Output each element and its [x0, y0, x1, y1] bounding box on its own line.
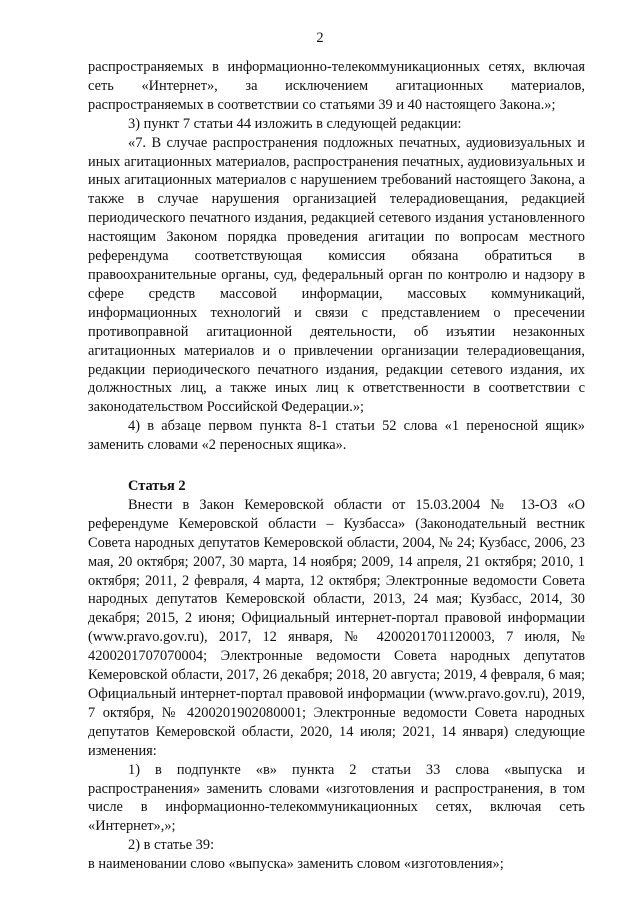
quoted-paragraph: «7. В случае распространения подложных печатных, аудиовизуальных и иных агитационных материалов, распространения печатных, аудиовизуальных и иных агитационных материалов с нарушением требований настоящего Закона, а также в случае нарушения организацией телерадиовещания, редакцией периодического печатного издания, редакцией сетевого издания установленного настоящим Законом порядка проведения агитации по вопросам местного референдума соответствующая комиссия обязана обратиться в правоохранительные органы, суд, федеральный орган по контролю и надзору в сфере средств массовой информации, массовых коммуникаций, информационных технологий и связи с представлением о пресечении противоправной агитационной деятельности, об изъятии незаконных агитационных материалов и о привлечении организации телерадиовещания, редакции периодического печатного издания, редакции сетевого издания, их должностных лиц, а также иных лиц к ответственности в соответствии с законодательством Российской Федерации.»;	[88, 134, 585, 416]
paragraph-line: распространяемых в информационно-телекоммуникационных сетях, включая	[88, 59, 585, 75]
list-item: 1) в подпункте «в» пункта 2 статьи 33 слова «выпуска и распространения» заменить словами «изготовления и распространения, в том числе в информационно-телекоммуникационных сетях, включая сеть «Интернет»,»;	[88, 761, 585, 835]
paragraph: в наименовании слово «выпуска» заменить словом «изготовления»;	[88, 856, 504, 873]
page-number: 2	[316, 30, 324, 46]
list-item: 4) в абзаце первом пункта 8-1 статьи 52 слова «1 переносной ящик» заменить словами «2 переносных ящика».	[88, 418, 585, 454]
list-item: 2) в статье 39:	[128, 837, 215, 854]
paragraph-line: сеть «Интернет», за исключением агитационных материалов,	[88, 77, 585, 94]
paragraph: Внести в Закон Кемеровской области от 15.03.2004 № 13-ОЗ «О референдуме Кемеровской области – Кузбасса» (Законодательный вестник Совета народных депутатов Кемеровской области, 2004, № 24; Кузбасс, 2006, 23 мая, 20 октября; 2007, 30 марта, 14 ноября; 2009, 14 апреля, 21 октября; 2010, 1 октября; 2011, 2 февраля, 4 марта, 12 октября; Электронные ведомости Совета народных депутатов Кемеровской области, 2013, 24 мая; Кузбасс, 2014, 30 декабря; 2015, 2 июня; Официальный интернет-портал правовой информации (www.pravo.gov.ru), 2017, 12 января, № 4200201701120003, 7 июля, № 4200201707070004; Электронные ведомости Совета народных депутатов Кемеровской области, 2017, 26 декабря; 2018, 20 августа; 2019, 4 февраля, 6 мая; Официальный интернет-портал правовой информации (www.pravo.gov.ru), 2019, 7 октября, № 4200201902080001; Электронные ведомости Совета народных депутатов Кемеровской области, 2020, 14 июля; 2021, 14 января) следующие изменения:	[88, 496, 585, 759]
article-heading: Статья 2	[128, 478, 186, 495]
paragraph-line: распространяемых в соответствии со статьями 39 и 40 настоящего Закона.»;	[88, 96, 556, 113]
list-item: 3) пункт 7 статьи 44 изложить в следующей редакции:	[128, 115, 462, 132]
document-body	[88, 58, 585, 874]
